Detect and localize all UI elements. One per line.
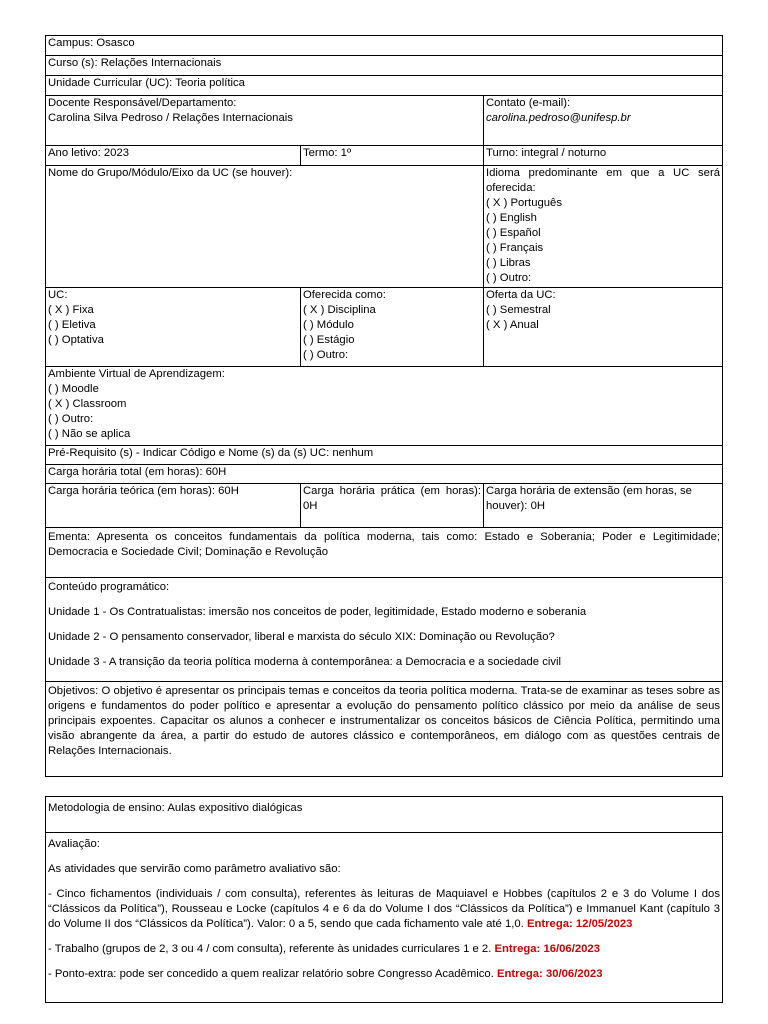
- oferecida-option-disciplina: ( X ) Disciplina: [303, 304, 376, 316]
- carga-extensao-text: Carga horária de extensão (em horas, se houver): 0H: [486, 485, 692, 512]
- methodology-table: [45, 796, 723, 1003]
- uc-option-eletiva: ( ) Eletiva: [48, 319, 96, 331]
- ava-cell: [46, 367, 723, 446]
- carga-total-cell: [46, 465, 723, 484]
- docente-value: Carolina Silva Pedroso / Relações Internacionais: [48, 112, 293, 124]
- fichamentos-deadline: Entrega: 12/05/2023: [526, 918, 633, 930]
- conteudo-cell: [46, 578, 723, 682]
- campus-text: Campus: Osasco: [48, 37, 135, 49]
- campus-cell: [46, 36, 723, 56]
- grupo-cell: [46, 166, 484, 288]
- curso-cell: [46, 56, 723, 76]
- carga-extensao-cell: [484, 484, 723, 528]
- idioma-option-libras: ( ) Libras: [486, 257, 531, 269]
- uc-cell: [46, 76, 723, 96]
- unidade-3: Unidade 3 - A transição da teoria política moderna à contemporânea: a Democracia e a sociedade civil: [48, 656, 562, 668]
- turno-cell: [484, 146, 723, 166]
- idioma-cell: [484, 166, 723, 288]
- fichamentos-text: - Cinco fichamentos (individuais / com consulta), referentes às leituras de Maquiavel e Hobbes (capítulos 2 e 3 do Volume I dos “Clássicos da Política”), Rousseau e Locke (capítulos 4 e 6 da do Volume I dos “Clássicos da Política”) e Immanuel Kant (capítulo 3 do Volume II dos “Clássicos da Política”). Valor: 0 a 5, sendo que cada fichamento vale até 1,0.: [48, 888, 720, 930]
- oferecida-cell: [301, 288, 484, 367]
- avaliacao-intro: As atividades que servirão como parâmetro avaliativo são:: [48, 863, 341, 875]
- turno-text: Turno: integral / noturno: [486, 147, 607, 159]
- uc-tipo-label: UC:: [48, 289, 68, 301]
- ementa-text: Ementa: Apresenta os conceitos fundamentais da política moderna, tais como: Estado e Soberania; Poder e Legitimidade; Democracia e Sociedade Civil; Dominação e Revolução: [48, 531, 721, 558]
- trabalho-text: - Trabalho (grupos de 2, 3 ou 4 / com consulta), referente às unidades curriculares 1 e 2.: [48, 943, 492, 955]
- avaliacao-cell: [46, 833, 723, 1003]
- oferecida-label: Oferecida como:: [303, 289, 386, 301]
- oferecida-option-estagio: ( ) Estágio: [303, 334, 355, 346]
- objetivos-cell: [46, 682, 723, 777]
- contato-cell: [484, 96, 723, 146]
- avaliacao-item-fichamentos: [48, 887, 720, 932]
- carga-pratica-text: Carga horária prática (em horas): 0H: [303, 485, 481, 512]
- ementa-cell: [46, 528, 723, 578]
- oferta-option-anual: ( X ) Anual: [486, 319, 539, 331]
- termo-cell: [301, 146, 484, 166]
- avaliacao-item-ponto-extra: [48, 967, 720, 982]
- contato-email: carolina.pedroso@unifesp.br: [486, 112, 631, 124]
- objetivos-text: Objetivos: O objetivo é apresentar os principais temas e conceitos da teoria política moderna. Trata-se de examinar as teses sobre as origens e fundamentos do poder político e apresentar a evolução do pensamento político clássico por meio da análise de seus principais expoentes. Capacitar os alunos a conhecer e instrumentalizar os conceitos básicos de Ciência Política, permitindo uma visão abrangente da área, a partir do estudo de autores clássico e contemporâneos, em diálogo com as questões centrais de Relações Internacionais.: [48, 685, 721, 757]
- metodologia-text: Metodologia de ensino: Aulas expositivo dialógicas: [48, 802, 303, 814]
- oferta-cell: [484, 288, 723, 367]
- ano-text: Ano letivo: 2023: [48, 147, 130, 159]
- oferecida-option-outro: ( ) Outro:: [303, 349, 349, 361]
- docente-cell: [46, 96, 484, 146]
- curso-text: Curso (s): Relações Internacionais: [48, 57, 222, 69]
- idioma-option-francais: ( ) Français: [486, 242, 544, 254]
- trabalho-deadline: Entrega: 16/06/2023: [494, 943, 600, 955]
- idioma-option-espanol: ( ) Español: [486, 227, 541, 239]
- oferta-option-semestral: ( ) Semestral: [486, 304, 551, 316]
- carga-pratica-cell: [301, 484, 484, 528]
- metodologia-cell: [46, 797, 723, 833]
- ano-cell: [46, 146, 301, 166]
- oferecida-option-modulo: ( ) Módulo: [303, 319, 354, 331]
- ponto-extra-text: - Ponto-extra: pode ser concedido a quem realizar relatório sobre Congresso Acadêmico.: [48, 968, 494, 980]
- prereq-cell: [46, 446, 723, 465]
- contato-label: Contato (e-mail):: [486, 97, 571, 109]
- carga-teorica-text: Carga horária teórica (em horas): 60H: [48, 485, 239, 497]
- avaliacao-item-trabalho: [48, 942, 720, 957]
- carga-teorica-cell: [46, 484, 301, 528]
- idioma-option-portugues: ( X ) Português: [486, 197, 562, 209]
- carga-total-text: Carga horária total (em horas): 60H: [48, 466, 227, 478]
- ava-label: Ambiente Virtual de Aprendizagem:: [48, 368, 225, 380]
- idioma-label: Idioma predominante em que a UC será oferecida:: [486, 167, 721, 194]
- prereq-text: Pré-Requisito (s) - Indicar Código e Nome (s) da (s) UC: nenhum: [48, 447, 374, 459]
- uc-option-optativa: ( ) Optativa: [48, 334, 104, 346]
- idioma-option-outro: ( ) Outro:: [486, 272, 532, 284]
- uc-tipo-cell: [46, 288, 301, 367]
- ava-option-outro: ( ) Outro:: [48, 413, 94, 425]
- ava-option-classroom: ( X ) Classroom: [48, 398, 127, 410]
- ava-option-nao-se-aplica: ( ) Não se aplica: [48, 428, 131, 440]
- conteudo-label: Conteúdo programático:: [48, 581, 170, 593]
- unidade-2: Unidade 2 - O pensamento conservador, liberal e marxista do século XIX: Dominação ou Revolução?: [48, 631, 555, 643]
- idioma-option-english: ( ) English: [486, 212, 537, 224]
- course-info-table: [45, 35, 723, 777]
- ava-option-moodle: ( ) Moodle: [48, 383, 99, 395]
- ponto-extra-deadline: Entrega: 30/06/2023: [496, 968, 603, 980]
- grupo-text: Nome do Grupo/Módulo/Eixo da UC (se houver):: [48, 167, 293, 179]
- docente-label: Docente Responsável/Departamento:: [48, 97, 237, 109]
- oferta-label: Oferta da UC:: [486, 289, 556, 301]
- avaliacao-label: Avaliação:: [48, 838, 100, 850]
- termo-text: Termo: 1º: [303, 147, 352, 159]
- unidade-1: Unidade 1 - Os Contratualistas: imersão nos conceitos de poder, legitimidade, Estado moderno e soberania: [48, 606, 587, 618]
- uc-option-fixa: ( X ) Fixa: [48, 304, 94, 316]
- uc-text: Unidade Curricular (UC): Teoria política: [48, 77, 245, 89]
